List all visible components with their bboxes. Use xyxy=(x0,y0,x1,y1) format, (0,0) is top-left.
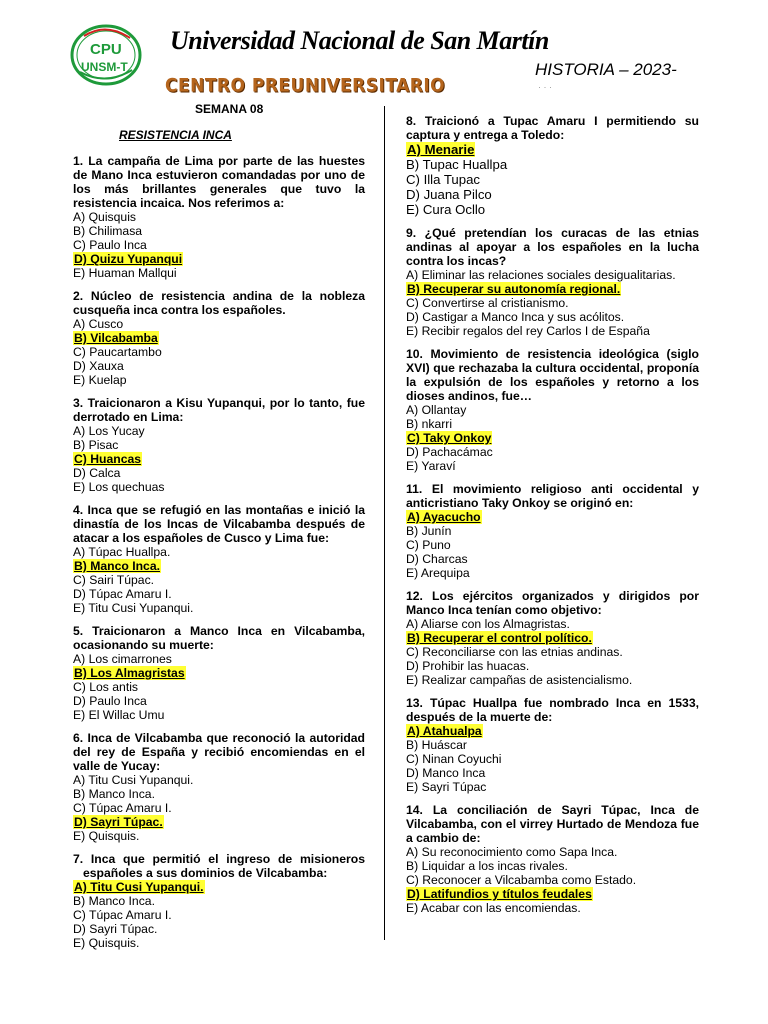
answer-option: B) Los Almagristas xyxy=(74,666,185,680)
option: B) Manco Inca. xyxy=(73,787,155,801)
option: D) Sayri Túpac. xyxy=(73,922,158,936)
option: D) Túpac Amaru I. xyxy=(73,587,172,601)
question-stem: 6. Inca de Vilcabamba que reconoció la autoridad del rey de España y recibió encomiendas en el valle de Yucay: xyxy=(73,731,365,773)
decorative-dots: · · · xyxy=(538,82,552,92)
right-column xyxy=(406,100,699,924)
answer-option: B) Manco Inca. xyxy=(74,559,161,573)
question-13 xyxy=(406,696,699,794)
option: C) Paulo Inca xyxy=(73,238,147,252)
question-8 xyxy=(406,114,699,217)
answer-option: D) Latifundios y títulos feudales xyxy=(407,887,592,901)
question-11 xyxy=(406,482,699,580)
answer-option: D) Sayri Túpac. xyxy=(74,815,163,829)
question-stem: 7. Inca que permitió el ingreso de misioneros españoles a sus dominios de Vilcabamba: xyxy=(73,852,365,880)
option: C) Reconciliarse con las etnias andinas. xyxy=(406,645,623,659)
option: E) Yaraví xyxy=(406,459,456,473)
option: A) Los cimarrones xyxy=(73,652,172,666)
option: B) Liquidar a los incas rivales. xyxy=(406,859,568,873)
question-5 xyxy=(73,624,365,722)
answer-option: B) Vilcabamba xyxy=(74,331,158,345)
option: E) Los quechuas xyxy=(73,480,165,494)
question-stem: 12. Los ejércitos organizados y dirigidos por Manco Inca tenían como objetivo: xyxy=(406,589,699,617)
option: D) Juana Pilco xyxy=(406,187,492,202)
question-stem: 13. Túpac Huallpa fue nombrado Inca en 1533, después de la muerte de: xyxy=(406,696,699,724)
option: D) Calca xyxy=(73,466,121,480)
left-column xyxy=(73,100,365,959)
option: B) Tupac Huallpa xyxy=(406,157,508,172)
option: D) Pachacámac xyxy=(406,445,493,459)
svg-text:UNSM-T: UNSM-T xyxy=(81,60,128,74)
option: C) Paucartambo xyxy=(73,345,162,359)
option: A) Su reconocimiento como Sapa Inca. xyxy=(406,845,618,859)
option: B) Junín xyxy=(406,524,452,538)
option: E) Huaman Mallqui xyxy=(73,266,177,280)
option: B) Huáscar xyxy=(406,738,467,752)
option: D) Prohibir las huacas. xyxy=(406,659,530,673)
option: E) Quisquis. xyxy=(73,829,140,843)
question-stem: 1. La campaña de Lima por parte de las huestes de Mano Inca estuvieron comandadas por uno de los más brillantes generales que tuvo la resistencia incaica. Nos referimos a: xyxy=(73,154,365,210)
question-stem: 4. Inca que se refugió en las montañas e inició la dinastía de los Incas de Vilcabamba después de atacar a los españoles de Cusco y Lima fue: xyxy=(73,503,365,545)
answer-option: A) Ayacucho xyxy=(407,510,481,524)
option: A) Túpac Huallpa. xyxy=(73,545,171,559)
svg-text:CPU: CPU xyxy=(90,41,122,58)
question-stem: 9. ¿Qué pretendían los curacas de las etnias andinas al apoyar a los españoles en la lucha contra los incas? xyxy=(406,226,699,268)
option: C) Túpac Amaru I. xyxy=(73,908,172,922)
option: A) Titu Cusi Yupanqui. xyxy=(73,773,194,787)
option: E) Cura Ocllo xyxy=(406,202,486,217)
option: D) Castigar a Manco Inca y sus acólitos. xyxy=(406,310,625,324)
option: B) Chilimasa xyxy=(73,224,143,238)
question-4 xyxy=(73,503,365,615)
answer-option: D) Quizu Yupanqui xyxy=(74,252,183,266)
question-stem: 5. Traicionaron a Manco Inca en Vilcabamba, ocasionando su muerte: xyxy=(73,624,365,652)
option: E) Acabar con las encomiendas. xyxy=(406,901,581,915)
question-stem: 11. El movimiento religioso anti occidental y anticristiano Taky Onkoy se originó en: xyxy=(406,482,699,510)
question-stem: 10. Movimiento de resistencia ideológica (siglo XVI) que rechazaba la cultura occidental, proponía la expulsión de los españoles y retorno a los dioses andinos, fue… xyxy=(406,347,699,403)
university-title: Universidad Nacional de San Martín xyxy=(170,26,549,55)
option: A) Eliminar las relaciones sociales desigualitarias. xyxy=(406,268,676,282)
option: E) Titu Cusi Yupanqui. xyxy=(73,601,194,615)
page-header xyxy=(0,0,768,100)
question-6 xyxy=(73,731,365,843)
option: B) Manco Inca. xyxy=(73,894,155,908)
course-label: HISTORIA – 2023- xyxy=(535,60,677,79)
question-7 xyxy=(73,852,365,950)
option: E) Quisquis. xyxy=(73,936,140,950)
answer-option: B) Recuperar su autonomía regional. xyxy=(407,282,621,296)
topic-title: RESISTENCIA INCA xyxy=(119,128,232,142)
week-label: SEMANA 08 xyxy=(195,102,264,116)
centro-title: CENTRO PREUNIVERSITARIO xyxy=(165,75,446,97)
question-stem: 8. Traicionó a Tupac Amaru I permitiendo su captura y entrega a Toledo: xyxy=(406,114,699,142)
option: A) Cusco xyxy=(73,317,124,331)
option: E) Realizar campañas de asistencialismo. xyxy=(406,673,633,687)
option: C) Convertirse al cristianismo. xyxy=(406,296,569,310)
option: C) Ninan Coyuchi xyxy=(406,752,502,766)
question-stem: 2. Núcleo de resistencia andina de la nobleza cusqueña inca contra los españoles. xyxy=(73,289,365,317)
option: A) Ollantay xyxy=(406,403,467,417)
question-10 xyxy=(406,347,699,473)
column-divider xyxy=(384,106,385,940)
option: C) Puno xyxy=(406,538,451,552)
question-12 xyxy=(406,589,699,687)
option: D) Paulo Inca xyxy=(73,694,147,708)
question-9 xyxy=(406,226,699,338)
option: C) Túpac Amaru I. xyxy=(73,801,172,815)
question-stem: 14. La conciliación de Sayri Túpac, Inca de Vilcabamba, con el virrey Hurtado de Mendoza fue a cambio de: xyxy=(406,803,699,845)
option: E) Kuelap xyxy=(73,373,127,387)
option: E) Recibir regalos del rey Carlos I de España xyxy=(406,324,650,338)
option: A) Quisquis xyxy=(73,210,136,224)
option: E) Arequipa xyxy=(406,566,470,580)
option: B) nkarri xyxy=(406,417,453,431)
option: D) Charcas xyxy=(406,552,468,566)
answer-option: C) Taky Onkoy xyxy=(407,431,492,445)
option: C) Los antis xyxy=(73,680,139,694)
question-3 xyxy=(73,396,365,494)
option: D) Xauxa xyxy=(73,359,124,373)
option: C) Illa Tupac xyxy=(406,172,481,187)
option: B) Pisac xyxy=(73,438,119,452)
option: A) Aliarse con los Almagristas. xyxy=(406,617,570,631)
option: E) Sayri Túpac xyxy=(406,780,487,794)
answer-option: C) Huancas xyxy=(74,452,142,466)
option: A) Los Yucay xyxy=(73,424,145,438)
option: E) El Willac Umu xyxy=(73,708,165,722)
answer-option: A) Titu Cusi Yupanqui. xyxy=(74,880,204,894)
option: C) Sairi Túpac. xyxy=(73,573,155,587)
option: C) Reconocer a Vilcabamba como Estado. xyxy=(406,873,637,887)
question-1 xyxy=(73,154,365,280)
answer-option: B) Recuperar el control político. xyxy=(407,631,592,645)
answer-option: A) Atahualpa xyxy=(407,724,482,738)
cpu-unsm-logo xyxy=(70,24,142,86)
question-14 xyxy=(406,803,699,915)
question-stem: 3. Traicionaron a Kisu Yupanqui, por lo tanto, fue derrotado en Lima: xyxy=(73,396,365,424)
question-2 xyxy=(73,289,365,387)
answer-option: A) Menarie xyxy=(407,142,475,157)
option: D) Manco Inca xyxy=(406,766,486,780)
